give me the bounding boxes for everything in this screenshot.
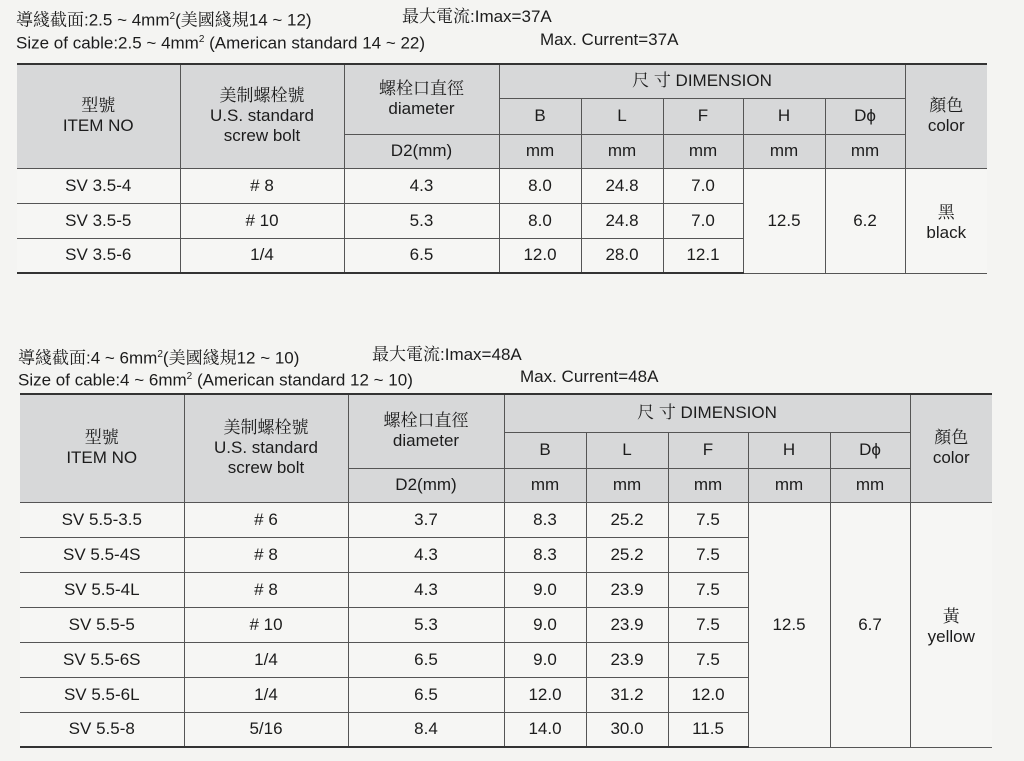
unit-d: mm (825, 134, 905, 168)
l: 25.2 (586, 502, 668, 537)
d2: 6.5 (348, 642, 504, 677)
diameter-header: 螺栓口直徑 diameter (344, 64, 499, 134)
f: 7.5 (668, 572, 748, 607)
f: 11.5 (668, 712, 748, 747)
b: 12.0 (504, 677, 586, 712)
col-h-header: H (743, 98, 825, 134)
cable-size-zh: 導綫截面:4 ~ 6mm (18, 348, 158, 368)
l: 24.8 (581, 203, 663, 238)
col-b-header: B (504, 432, 586, 468)
diameter-header: 螺栓口直徑 diameter (348, 394, 504, 468)
unit-h: mm (743, 134, 825, 168)
d2: 5.3 (344, 203, 499, 238)
unit-f: mm (668, 468, 748, 502)
table1-max-current-zh: 最大電流:Imax=37A (402, 7, 552, 26)
col-h-header: H (748, 432, 830, 468)
h-value: 12.5 (748, 502, 830, 747)
b: 12.0 (499, 238, 581, 273)
b: 9.0 (504, 572, 586, 607)
bolt: # 8 (184, 537, 348, 572)
bolt: # 10 (180, 203, 344, 238)
f: 7.5 (668, 642, 748, 677)
bolt-header: 美制螺栓號 U.S. standard screw bolt (184, 394, 348, 502)
table2-max-current-zh: 最大電流:Imax=48A (372, 345, 522, 364)
d2: 3.7 (348, 502, 504, 537)
bolt: 1/4 (184, 677, 348, 712)
col-d-header: Dϕ (825, 98, 905, 134)
d2: 6.5 (344, 238, 499, 273)
table-row (20, 502, 992, 537)
bolt-header: 美制螺栓號 U.S. standard screw bolt (180, 64, 344, 168)
spec-table-2 (20, 393, 992, 748)
unit-f: mm (663, 134, 743, 168)
item-no: SV 5.5-8 (20, 712, 184, 747)
bolt: 5/16 (184, 712, 348, 747)
bolt: # 8 (184, 572, 348, 607)
table2-max-current-en: Max. Current=48A (520, 367, 659, 386)
item-no: SV 5.5-4S (20, 537, 184, 572)
item-no: SV 5.5-3.5 (20, 502, 184, 537)
table1-max-current-en: Max. Current=37A (540, 30, 679, 49)
unit-d: mm (830, 468, 910, 502)
d2: 5.3 (348, 607, 504, 642)
d2: 4.3 (348, 537, 504, 572)
dimension-header: 尺 寸 DIMENSION (499, 64, 905, 98)
b: 9.0 (504, 642, 586, 677)
col-d-header: Dϕ (830, 432, 910, 468)
f: 7.0 (663, 203, 743, 238)
bolt: 1/4 (184, 642, 348, 677)
item-no: SV 5.5-5 (20, 607, 184, 642)
col-f-header: F (668, 432, 748, 468)
dimension-header: 尺 寸 DIMENSION (504, 394, 910, 432)
table-row (17, 168, 987, 203)
col-b-header: B (499, 98, 581, 134)
d2: 4.3 (344, 168, 499, 203)
item-no: SV 5.5-6S (20, 642, 184, 677)
d2-header: D2(mm) (344, 134, 499, 168)
f: 7.5 (668, 502, 748, 537)
color-header: 顏色 color (910, 394, 992, 502)
item-no: SV 5.5-4L (20, 572, 184, 607)
l: 23.9 (586, 607, 668, 642)
bolt: # 10 (184, 607, 348, 642)
f: 7.5 (668, 607, 748, 642)
cable-size-zh: 導綫截面:2.5 ~ 4mm (16, 10, 170, 30)
awg-zh: (美國綫規12 ~ 10) (162, 348, 300, 368)
bolt: # 8 (180, 168, 344, 203)
item-no: SV 3.5-4 (17, 168, 180, 203)
f: 7.0 (663, 168, 743, 203)
sup: 2 (186, 371, 193, 382)
item-no: SV 3.5-6 (17, 238, 180, 273)
unit-b: mm (504, 468, 586, 502)
f: 12.1 (663, 238, 743, 273)
unit-b: mm (499, 134, 581, 168)
col-l-header: L (586, 432, 668, 468)
cable-size-en: Size of cable:4 ~ 6mm (18, 370, 187, 390)
awg-en: (American standard 14 ~ 22) (204, 33, 426, 53)
unit-l: mm (586, 468, 668, 502)
bolt: 1/4 (180, 238, 344, 273)
item-no: SV 5.5-6L (20, 677, 184, 712)
col-l-header: L (581, 98, 663, 134)
d-value: 6.2 (825, 168, 905, 273)
awg-en: (American standard 12 ~ 10) (192, 370, 413, 390)
d2-header: D2(mm) (348, 468, 504, 502)
color-value: 黃 yellow (910, 502, 992, 747)
d-value: 6.7 (830, 502, 910, 747)
awg-zh: (美國綫規14 ~ 12) (175, 10, 312, 30)
b: 8.0 (499, 203, 581, 238)
item-no-header: 型號 ITEM NO (20, 394, 184, 502)
table2-caption-en (18, 367, 413, 391)
color-value: 黑 black (905, 168, 987, 273)
table1-caption-en (16, 30, 425, 54)
item-no: SV 3.5-5 (17, 203, 180, 238)
l: 25.2 (586, 537, 668, 572)
bolt: # 6 (184, 502, 348, 537)
b: 14.0 (504, 712, 586, 747)
unit-l: mm (581, 134, 663, 168)
sup: 2 (157, 349, 163, 360)
l: 24.8 (581, 168, 663, 203)
sup: 2 (198, 34, 205, 45)
b: 8.3 (504, 502, 586, 537)
d2: 8.4 (348, 712, 504, 747)
table1-caption-zh (16, 7, 312, 31)
l: 23.9 (586, 572, 668, 607)
unit-h: mm (748, 468, 830, 502)
f: 12.0 (668, 677, 748, 712)
d2: 4.3 (348, 572, 504, 607)
cable-size-en: Size of cable:2.5 ~ 4mm (16, 33, 199, 53)
sup: 2 (169, 11, 176, 22)
col-f-header: F (663, 98, 743, 134)
color-header: 顏色 color (905, 64, 987, 168)
f: 7.5 (668, 537, 748, 572)
l: 28.0 (581, 238, 663, 273)
spec-table-1 (17, 63, 987, 274)
item-no-header: 型號 ITEM NO (17, 64, 180, 168)
l: 23.9 (586, 642, 668, 677)
table2-caption-zh (18, 345, 299, 369)
d2: 6.5 (348, 677, 504, 712)
l: 30.0 (586, 712, 668, 747)
b: 8.0 (499, 168, 581, 203)
b: 9.0 (504, 607, 586, 642)
l: 31.2 (586, 677, 668, 712)
h-value: 12.5 (743, 168, 825, 273)
b: 8.3 (504, 537, 586, 572)
